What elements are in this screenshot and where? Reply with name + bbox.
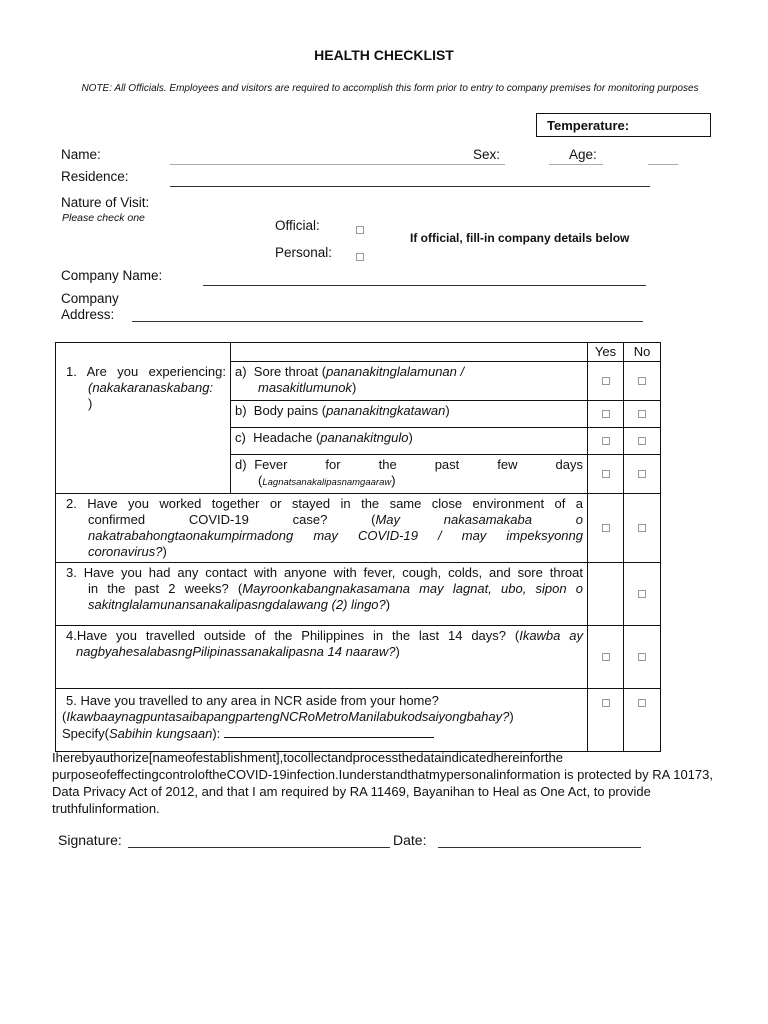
residence-field[interactable] [170,186,650,187]
q1d-translation: Lagnatsanakalipasnamgaaraw [262,477,392,488]
checkbox-icon [356,226,364,234]
q5-cell: 5. Have you travelled to any area in NCR aside from your home? (IkawbaaynagpuntasaibapangpartengNCRoMetroManilabukodsaiyongbahay?) Specify(Sabihin kungsaan): [56,689,588,752]
table-row [56,626,661,689]
q5-yes-checkbox[interactable] [588,689,624,752]
consent-statement: Iherebyauthorize[nameofestablishment],tocollectandprocessthedataindicatedhereinforthe purposeofeffectingcontroloftheCOVID-19infection.Iunderstandthatmypersonalinformation is protected by RA 10173, Data Privacy Act of 2012, and that I am required by RA 11469, Bayanihan to Heal as One Act, to provide truthfulinformation. [52,750,713,816]
q1b-yes-checkbox[interactable] [588,401,624,428]
q3-line-2 [66,581,583,597]
age-label: Age: [569,147,597,162]
q4-cell [56,626,588,689]
q1a-translation-2: masakitlumunok [258,380,352,395]
q4-text: 4.Have you travelled outside of the Philippines in the last 14 days? ( [66,628,520,643]
official-label: Official: [275,218,320,233]
q2-line-3: nakatrabahongtaonakumpirmadong may COVID-19 / may impeksyonng [88,528,583,543]
q1-close: ) [88,395,93,411]
form-title: HEALTH CHECKLIST [314,47,454,63]
q1a-cell [231,362,588,401]
q1-translation: (nakakaranaskabang: [88,379,214,395]
q1-cell [56,362,231,494]
checkbox-icon [638,653,646,661]
personal-checkbox[interactable] [356,249,364,264]
checkbox-icon [602,699,610,707]
q1b-cell [231,401,588,428]
q1c-yes-checkbox[interactable] [588,428,624,455]
q5-specify-close: ): [212,726,221,741]
signature-field[interactable] [128,847,390,848]
table-row [56,362,661,401]
q1d-text: Fever for the past few days [254,457,583,472]
q4-translation-a: Ikawba ay [519,628,583,643]
q4-close: ) [395,644,400,659]
table-row [56,494,661,563]
residence-label: Residence: [61,169,129,184]
q2-line-1: 2. Have you worked together or stayed in the same close environment of a [66,496,583,511]
checkbox-icon [638,377,646,385]
q3-cell [56,563,588,626]
q1c-no-checkbox[interactable] [624,428,661,455]
checkbox-icon [602,653,610,661]
q5-specify-field[interactable] [224,725,434,738]
please-check-one-hint: Please check one [62,212,145,224]
temperature-field[interactable] [536,113,711,137]
company-label: Company [61,291,119,306]
q3-close: ) [385,597,391,612]
checkbox-icon [602,377,610,385]
q1a-prefix: a) [235,364,247,379]
q1-question: 1. Are you experiencing: [66,363,226,379]
q2-line-2 [66,512,583,528]
q1b-no-checkbox[interactable] [624,401,661,428]
official-checkbox[interactable] [356,222,364,237]
q1d-prefix: d) [235,457,247,472]
health-questionnaire-table [55,342,661,752]
table-header-row [56,343,661,362]
q2-close: ) [162,544,167,559]
no-header: No [624,343,661,362]
checkbox-icon [638,699,646,707]
address-label: Address: [61,307,115,322]
q3-translation-b: sakitnglalamunansanakalipasngdalawang (2) lingo? [88,597,386,612]
q2-yes-checkbox[interactable] [588,494,624,563]
checkbox-icon [602,410,610,418]
q1a-close: ) [351,380,357,395]
q2-line-4: coronavirus? [88,544,163,559]
q2-translation-a: May nakasamakaba o [375,512,583,527]
q1d-yes-checkbox[interactable] [588,455,624,494]
date-label: Date: [393,832,427,848]
q3-no-checkbox[interactable] [624,563,661,626]
q4-yes-checkbox[interactable] [588,626,624,689]
q5-no-checkbox[interactable] [624,689,661,752]
q5-translation: IkawbaaynagpuntasaibapangpartengNCRoMetroManilabukodsaiyongbahay? [66,709,510,724]
table-row [56,563,661,626]
q1b-close: ) [445,403,450,418]
if-official-instruction: If official, fill-in company details below [410,231,630,245]
personal-label: Personal: [275,245,333,260]
q4-no-checkbox[interactable] [624,626,661,689]
company-name-label: Company Name: [61,268,163,283]
q1a-no-checkbox[interactable] [624,362,661,401]
q1d-cell: d) Fever for the past few days (Lagnatsanakalipasnamgaaraw) [231,455,588,494]
q5-specify-translation: Sabihin kungsaan [108,726,213,741]
company-address-field[interactable] [132,321,643,322]
signature-label: Signature: [58,832,122,848]
checkbox-icon [602,470,610,478]
q1b-prefix: b) [235,403,247,418]
q1c-close: ) [408,430,413,445]
name-field[interactable] [170,164,505,165]
q1c-text: Headache ( [253,430,321,445]
sex-field[interactable] [549,164,603,165]
checkbox-icon [638,437,646,445]
q5-specify-row [62,725,583,742]
q3-text: in the past 2 weeks? ( [88,581,243,596]
q3-line-1: 3. Have you had any contact with anyone with fever, cough, colds, and sore throat [66,565,583,580]
q5-line-1: 5. Have you travelled to any area in NCR aside from your home? [66,693,439,708]
q1c-prefix: c) [235,430,246,445]
checkbox-icon [602,437,610,445]
q1a-yes-checkbox[interactable] [588,362,624,401]
q1d-no-checkbox[interactable] [624,455,661,494]
q2-cell [56,494,588,563]
q1a-text: Sore throat ( [253,364,327,379]
q5-specify-label: Specify( [62,726,109,741]
checkbox-icon [356,253,364,261]
nature-of-visit-label: Nature of Visit: [61,195,150,210]
form-note: NOTE: All Officials. Employees and visitors are required to accomplish this form prior to entry to company premises for monitoring purposes [81,83,699,94]
q1b-translation: pananakitngkatawan [326,403,446,418]
q1d-line [235,457,583,473]
q1b-text: Body pains ( [253,403,327,418]
checkbox-icon [638,410,646,418]
q1a-translation-1: pananakitnglalamunan / [326,364,465,379]
q3-yes-checkbox[interactable] [588,563,624,626]
sex-label: Sex: [473,147,501,162]
temperature-label: Temperature: [547,118,630,133]
q1-header-cell [56,343,231,362]
checkbox-icon [638,590,646,598]
q1c-cell [231,428,588,455]
yes-header: Yes [588,343,624,362]
age-field[interactable] [648,164,678,165]
company-name-field[interactable] [203,285,646,286]
q4-translation-b: nagbyahesalabasngPilipinassanakalipasna 14 naaraw? [76,644,396,659]
checkbox-icon [638,470,646,478]
q2-no-checkbox[interactable] [624,494,661,563]
checkbox-icon [638,524,646,532]
q4-line-1 [66,628,583,644]
name-label: Name: [61,147,101,162]
q2-text: confirmed COVID-19 case? ( [88,512,376,527]
checkbox-icon [602,524,610,532]
date-field[interactable] [438,847,641,848]
q3-translation-a: Mayroonkabangnakasamana may lagnat, ubo, sipon o [242,581,583,596]
q1c-translation: pananakitngulo [320,430,409,445]
table-row [56,689,661,752]
blank-header-cell [231,343,588,362]
